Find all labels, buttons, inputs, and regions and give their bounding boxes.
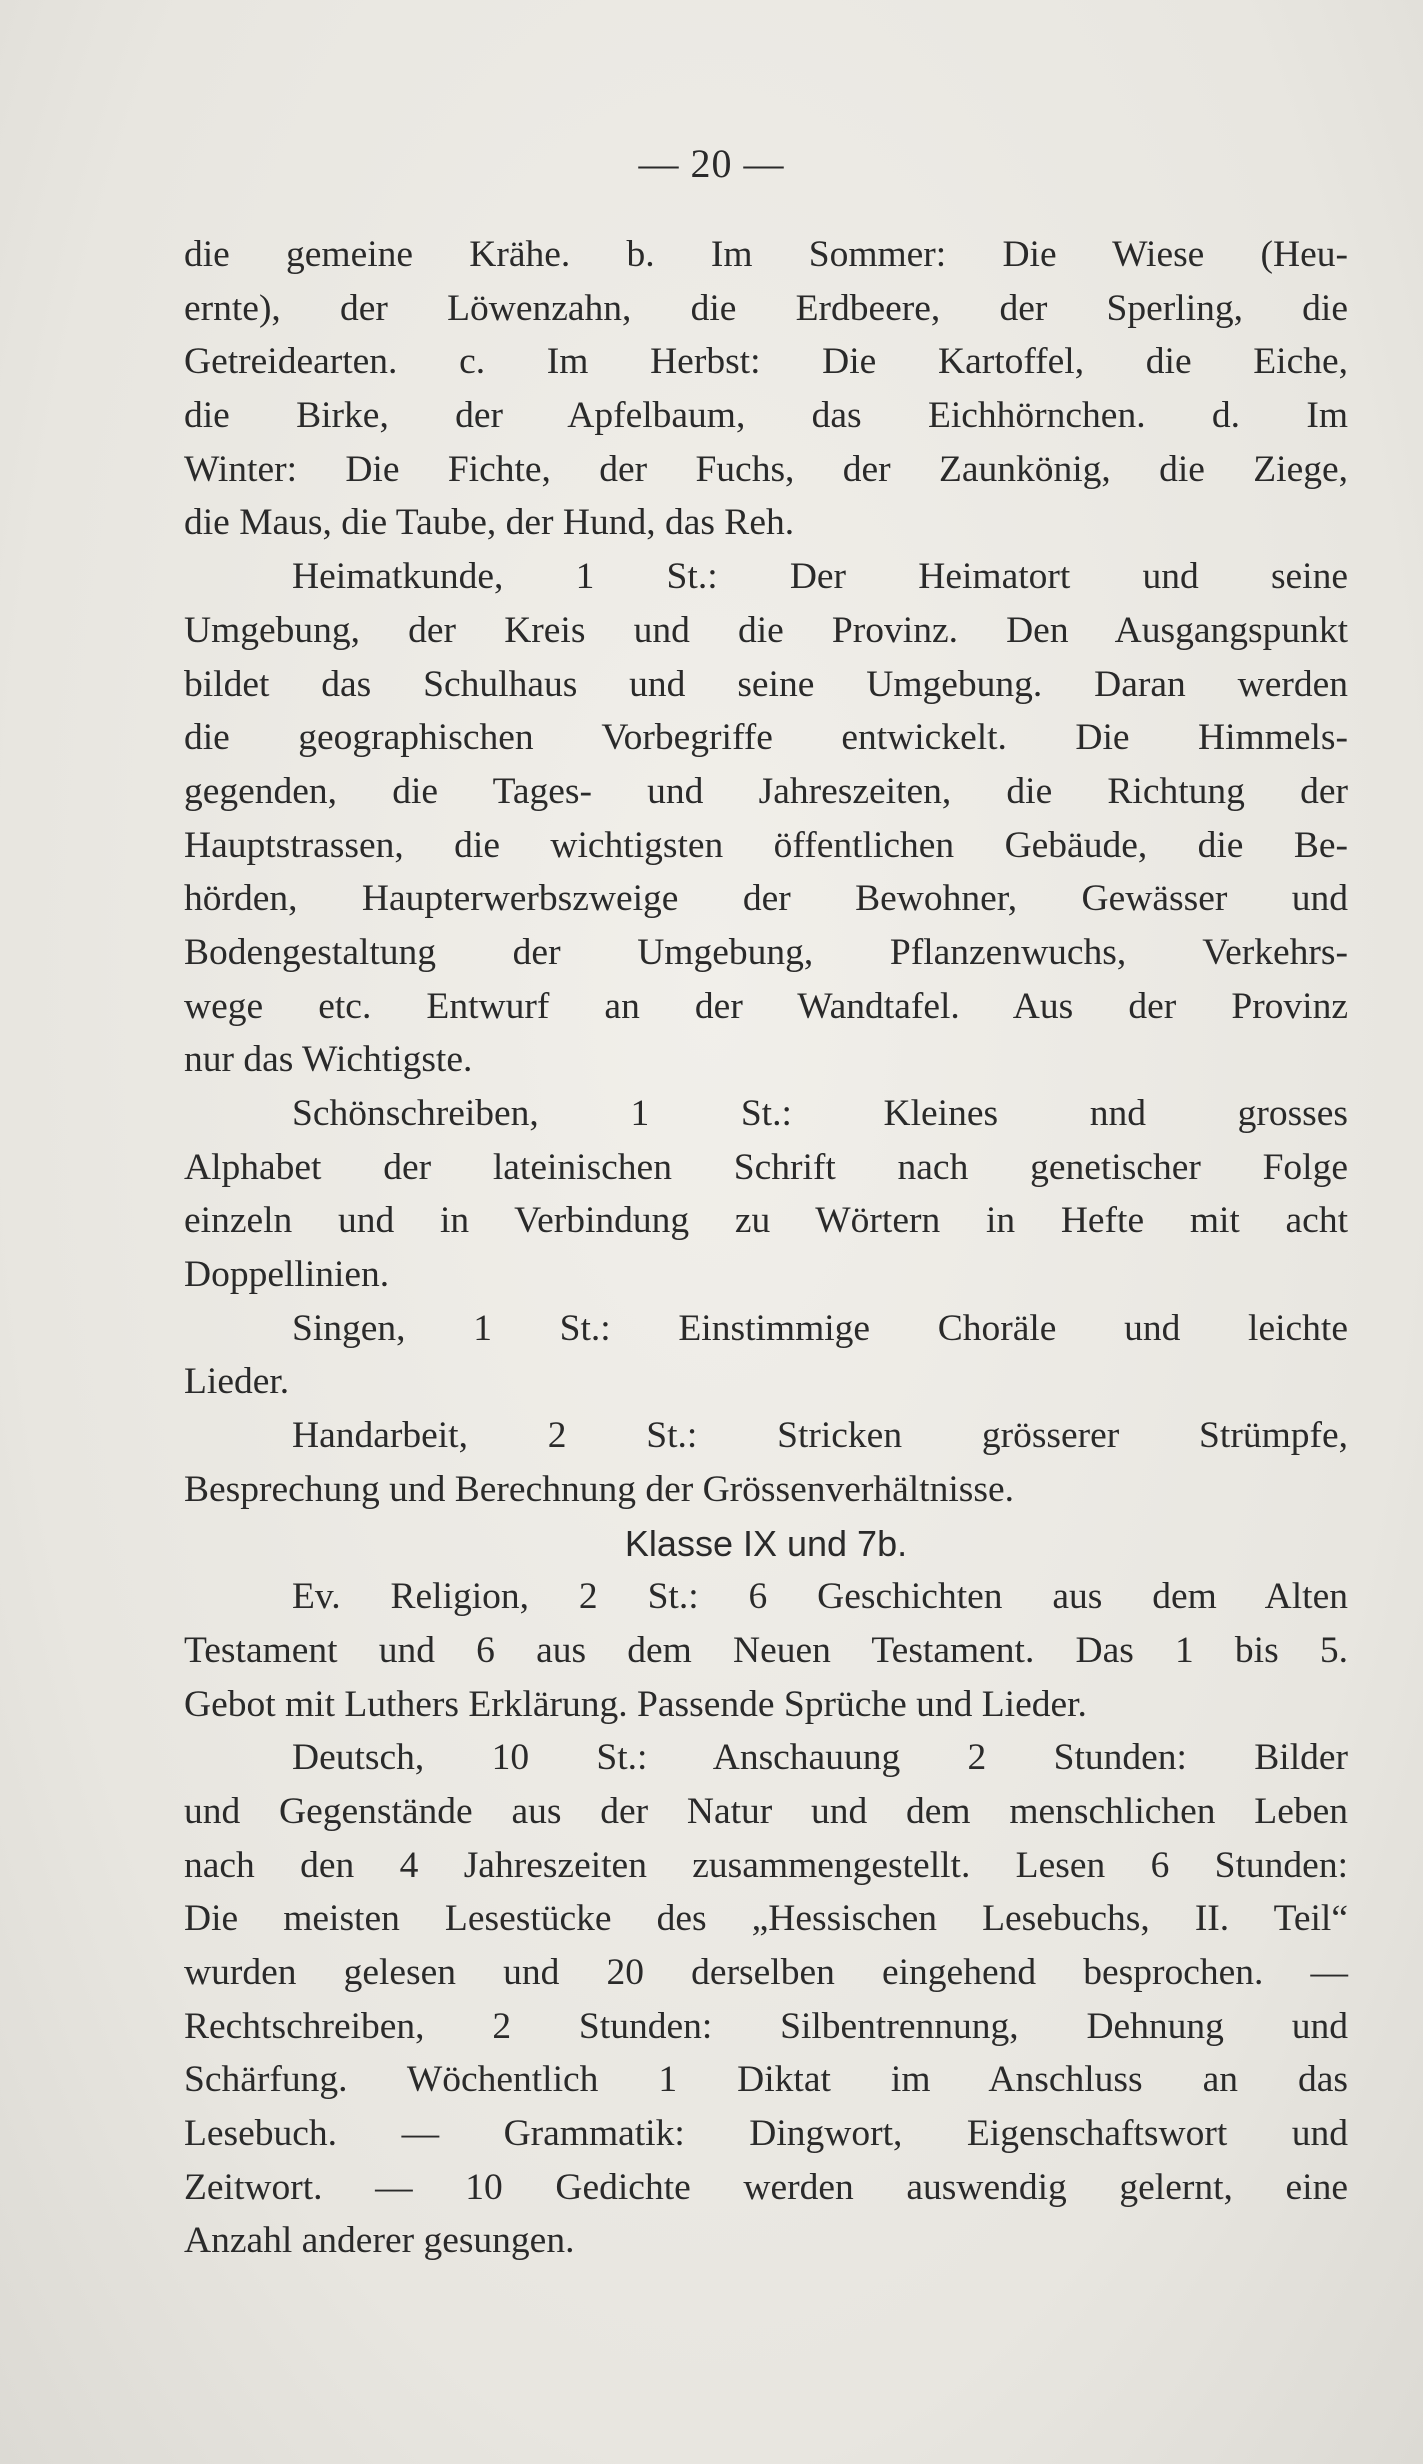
- text-line: die gemeine Krähe. b. Im Sommer: Die Wiese (Heu-: [184, 234, 1348, 275]
- paragraph-singen: [184, 1302, 1348, 1409]
- text-line: Deutsch, 10 St.: Anschauung 2 Stunden: Bilder: [292, 1737, 1348, 1779]
- text-line: Getreidearten. c. Im Herbst: Die Kartoffel, die Eiche,: [184, 341, 1348, 383]
- text-line: Testament und 6 aus dem Neuen Testament. Das 1 bis 5.: [184, 1629, 1348, 1671]
- text-line: Ev. Religion, 2 St.: 6 Geschichten aus dem Alten: [292, 1576, 1348, 1618]
- text-line: Zeitwort. — 10 Gedichte werden auswendig gelernt, eine: [184, 2166, 1348, 2208]
- text-line: die Maus, die Taube, der Hund, das Reh.: [184, 502, 795, 544]
- text-line: wurden gelesen und 20 derselben eingehend besprochen. —: [184, 1952, 1348, 1993]
- paragraph-handarbeit: [184, 1409, 1348, 1516]
- text-line: bildet das Schulhaus und seine Umgebung. Daran werden: [184, 663, 1348, 705]
- text-line: hörden, Haupterwerbszweige der Bewohner, Gewässer und: [184, 878, 1348, 920]
- text-line: Gebot mit Luthers Erklärung. Passende Sprüche und Lieder.: [184, 1683, 1087, 1725]
- text-line: Alphabet der lateinischen Schrift nach genetischer Folge: [184, 1146, 1348, 1188]
- text-line: Lesebuch. — Grammatik: Dingwort, Eigenschaftswort und: [184, 2113, 1348, 2155]
- text-line: gegenden, die Tages- und Jahreszeiten, die Richtung der: [184, 770, 1348, 812]
- text-line: einzeln und in Verbindung zu Wörtern in Hefte mit acht: [184, 1200, 1348, 1242]
- sections-before-heading: [184, 228, 1348, 1517]
- text-line: Die meisten Lesestücke des „Hessischen Lesebuchs, II. Teil“: [184, 1898, 1348, 1940]
- paragraph-religion: [184, 1570, 1348, 1731]
- text-line: Bodengestaltung der Umgebung, Pflanzenwuchs, Verkehrs-: [184, 931, 1348, 973]
- paragraph-deutsch: [184, 1731, 1348, 2268]
- text-line: Anzahl anderer gesungen.: [184, 2220, 575, 2262]
- text-line: wege etc. Entwurf an der Wandtafel. Aus der Provinz: [184, 985, 1348, 1027]
- page-body: [184, 228, 1348, 2268]
- text-line: Doppellinien.: [184, 1254, 390, 1296]
- paragraph-schoenschreiben: [184, 1087, 1348, 1302]
- text-line: nach den 4 Jahreszeiten zusammengestellt. Lesen 6 Stunden:: [184, 1844, 1348, 1886]
- paragraph-nature: [184, 228, 1348, 550]
- text-line: nur das Wichtigste.: [184, 1039, 473, 1081]
- text-line: Winter: Die Fichte, der Fuchs, der Zaunkönig, die Ziege,: [184, 448, 1348, 490]
- text-line: Handarbeit, 2 St.: Stricken grösserer Strümpfe,: [292, 1415, 1348, 1457]
- text-line: Umgebung, der Kreis und die Provinz. Den Ausgangspunkt: [184, 609, 1348, 651]
- section-heading: Klasse IX und 7b.: [624, 1522, 908, 1564]
- text-line: Schärfung. Wöchentlich 1 Diktat im Anschluss an das: [184, 2059, 1348, 2101]
- text-line: Schönschreiben, 1 St.: Kleines nnd grosses: [292, 1093, 1348, 1134]
- text-line: Besprechung und Berechnung der Grössenverhältnisse.: [184, 1468, 1014, 1510]
- text-line: und Gegenstände aus der Natur und dem menschlichen Leben: [184, 1790, 1348, 1832]
- text-line: Lieder.: [184, 1361, 290, 1403]
- text-line: Heimatkunde, 1 St.: Der Heimatort und seine: [292, 556, 1348, 598]
- page-number: — 20 —: [638, 141, 785, 186]
- text-line: die Birke, der Apfelbaum, das Eichhörnchen. d. Im: [184, 395, 1348, 437]
- text-line: die geographischen Vorbegriffe entwickelt. Die Himmels-: [184, 717, 1348, 759]
- text-line: Hauptstrassen, die wichtigsten öffentlichen Gebäude, die Be-: [184, 824, 1348, 866]
- text-line: Singen, 1 St.: Einstimmige Choräle und leichte: [292, 1307, 1348, 1349]
- text-line: Rechtschreiben, 2 Stunden: Silbentrennung, Dehnung und: [184, 2005, 1348, 2047]
- paragraph-heimatkunde: [184, 550, 1348, 1087]
- text-line: ernte), der Löwenzahn, die Erdbeere, der Sperling, die: [184, 287, 1348, 329]
- sections-after-heading: [184, 1570, 1348, 2268]
